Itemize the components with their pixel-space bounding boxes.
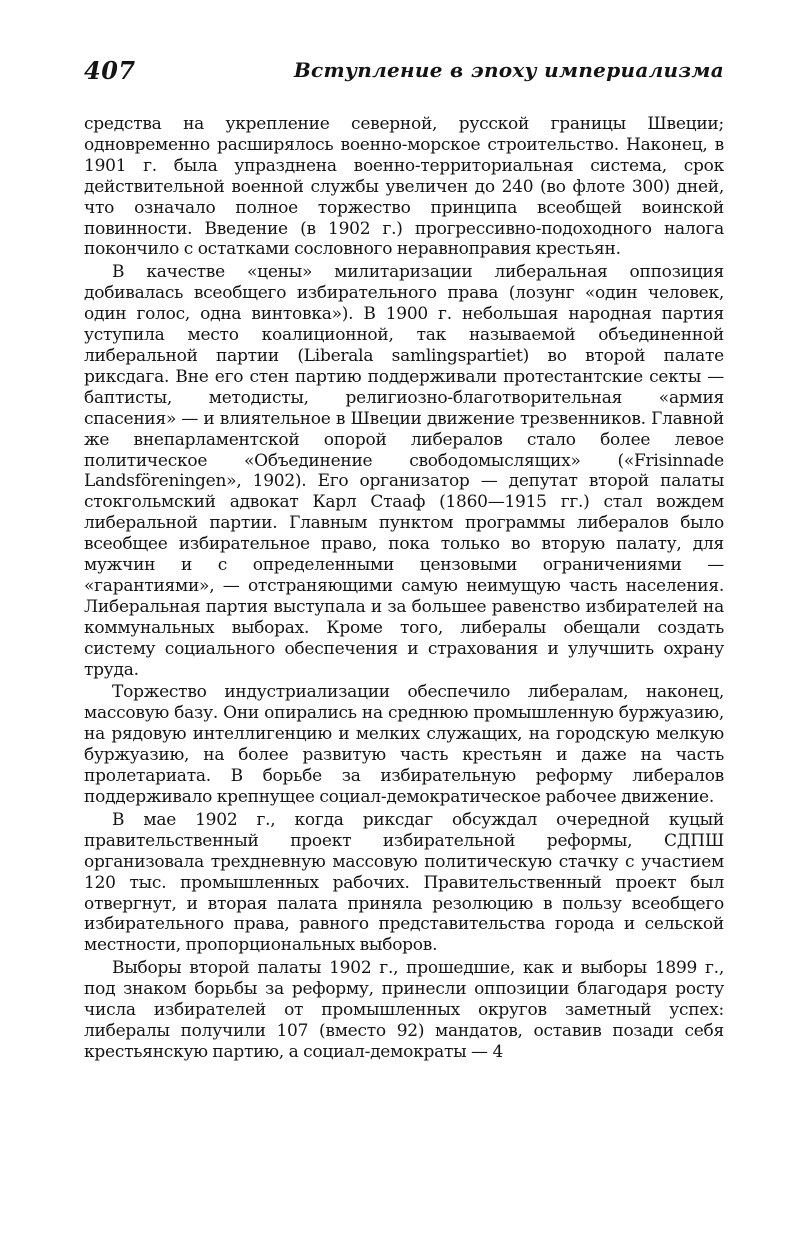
- running-title: Вступление в эпоху империализма: [293, 58, 724, 82]
- body-text: [84, 114, 724, 1065]
- paragraph: Торжество индустриализации обеспечило либералам, наконец, массовую базу. Они опирались на среднюю промышленную буржуазию, на рядовую интеллигенцию и мелких служащих, на городскую мелкую буржуазию, на более развитую часть крестьян и даже на часть пролетариата. В борьбе за избирательную реформу либералов поддерживало крепнущее социал-демократическое рабочее движение.: [84, 682, 724, 807]
- page-header: [84, 56, 724, 92]
- paragraph: В мае 1902 г., когда риксдаг обсуждал очередной куцый правительственный проект избирательной реформы, СДПШ организовала трехдневную массовую политическую стачку с участием 120 тыс. промышленных рабочих. Правительственный проект был отвергнут, и вторая палата приняла резолюцию в пользу всеобщего избирательного права, равного представительства города и сельской местности, пропорциональных выборов.: [84, 809, 724, 956]
- paragraph: средства на укрепление северной, русской границы Швеции; одновременно расширялось военно-морское строительство. Наконец, в 1901 г. была упразднена военно-территориальная система, срок действительной военной службы увеличен до 240 (во флоте 300) дней, что означало полное торжество принципа всеобщей воинской повинности. Введение (в 1902 г.) прогрессивно-подоходного налога покончило с остатками сословного неравноправия крестьян.: [84, 114, 724, 260]
- paragraph: Выборы второй палаты 1902 г., прошедшие, как и выборы 1899 г., под знаком борьбы за реформу, принесли оппозиции благодаря росту числа избирателей от промышленных округов заметный успех: либералы получили 107 (вместо 92) мандатов, оставив позади себя крестьянскую партию, а социал-демократы — 4: [84, 958, 724, 1062]
- paragraph: В качестве «цены» милитаризации либеральная оппозиция добивалась всеобщего избирательного права (лозунг «один человек, один голос, одна винтовка»). В 1900 г. небольшая народная партия уступила место коалиционной, так называемой объединенной либеральной партии (Liberala samlingspartiet) во второй палате риксдага. Вне его стен партию поддерживали протестантские секты — баптисты, методисты, религиозно-благотворительная «армия спасения» — и влиятельное в Швеции движение трезвенников. Главной же внепарламентской опорой либералов стало более левое политическое «Объединение свободомыслящих» («Frisinnade Landsföreningen», 1902). Его организатор — депутат второй палаты стокгольмский адвокат Карл Стааф (1860—1915 гг.) стал вождем либеральной партии. Главным пунктом программы либералов было всеобщее избирательное право, пока только во вторую палату, для мужчин и с определенными цензовыми ограничениями — «гарантиями», — отстраняющими самую неимущую часть населения. Либеральная партия выступала и за большее равенство избирателей на коммунальных выборах. Кроме того, либералы обещали создать систему социального обеспечения и страхования и улучшить охрану труда.: [84, 262, 724, 680]
- page-number: 407: [84, 56, 136, 85]
